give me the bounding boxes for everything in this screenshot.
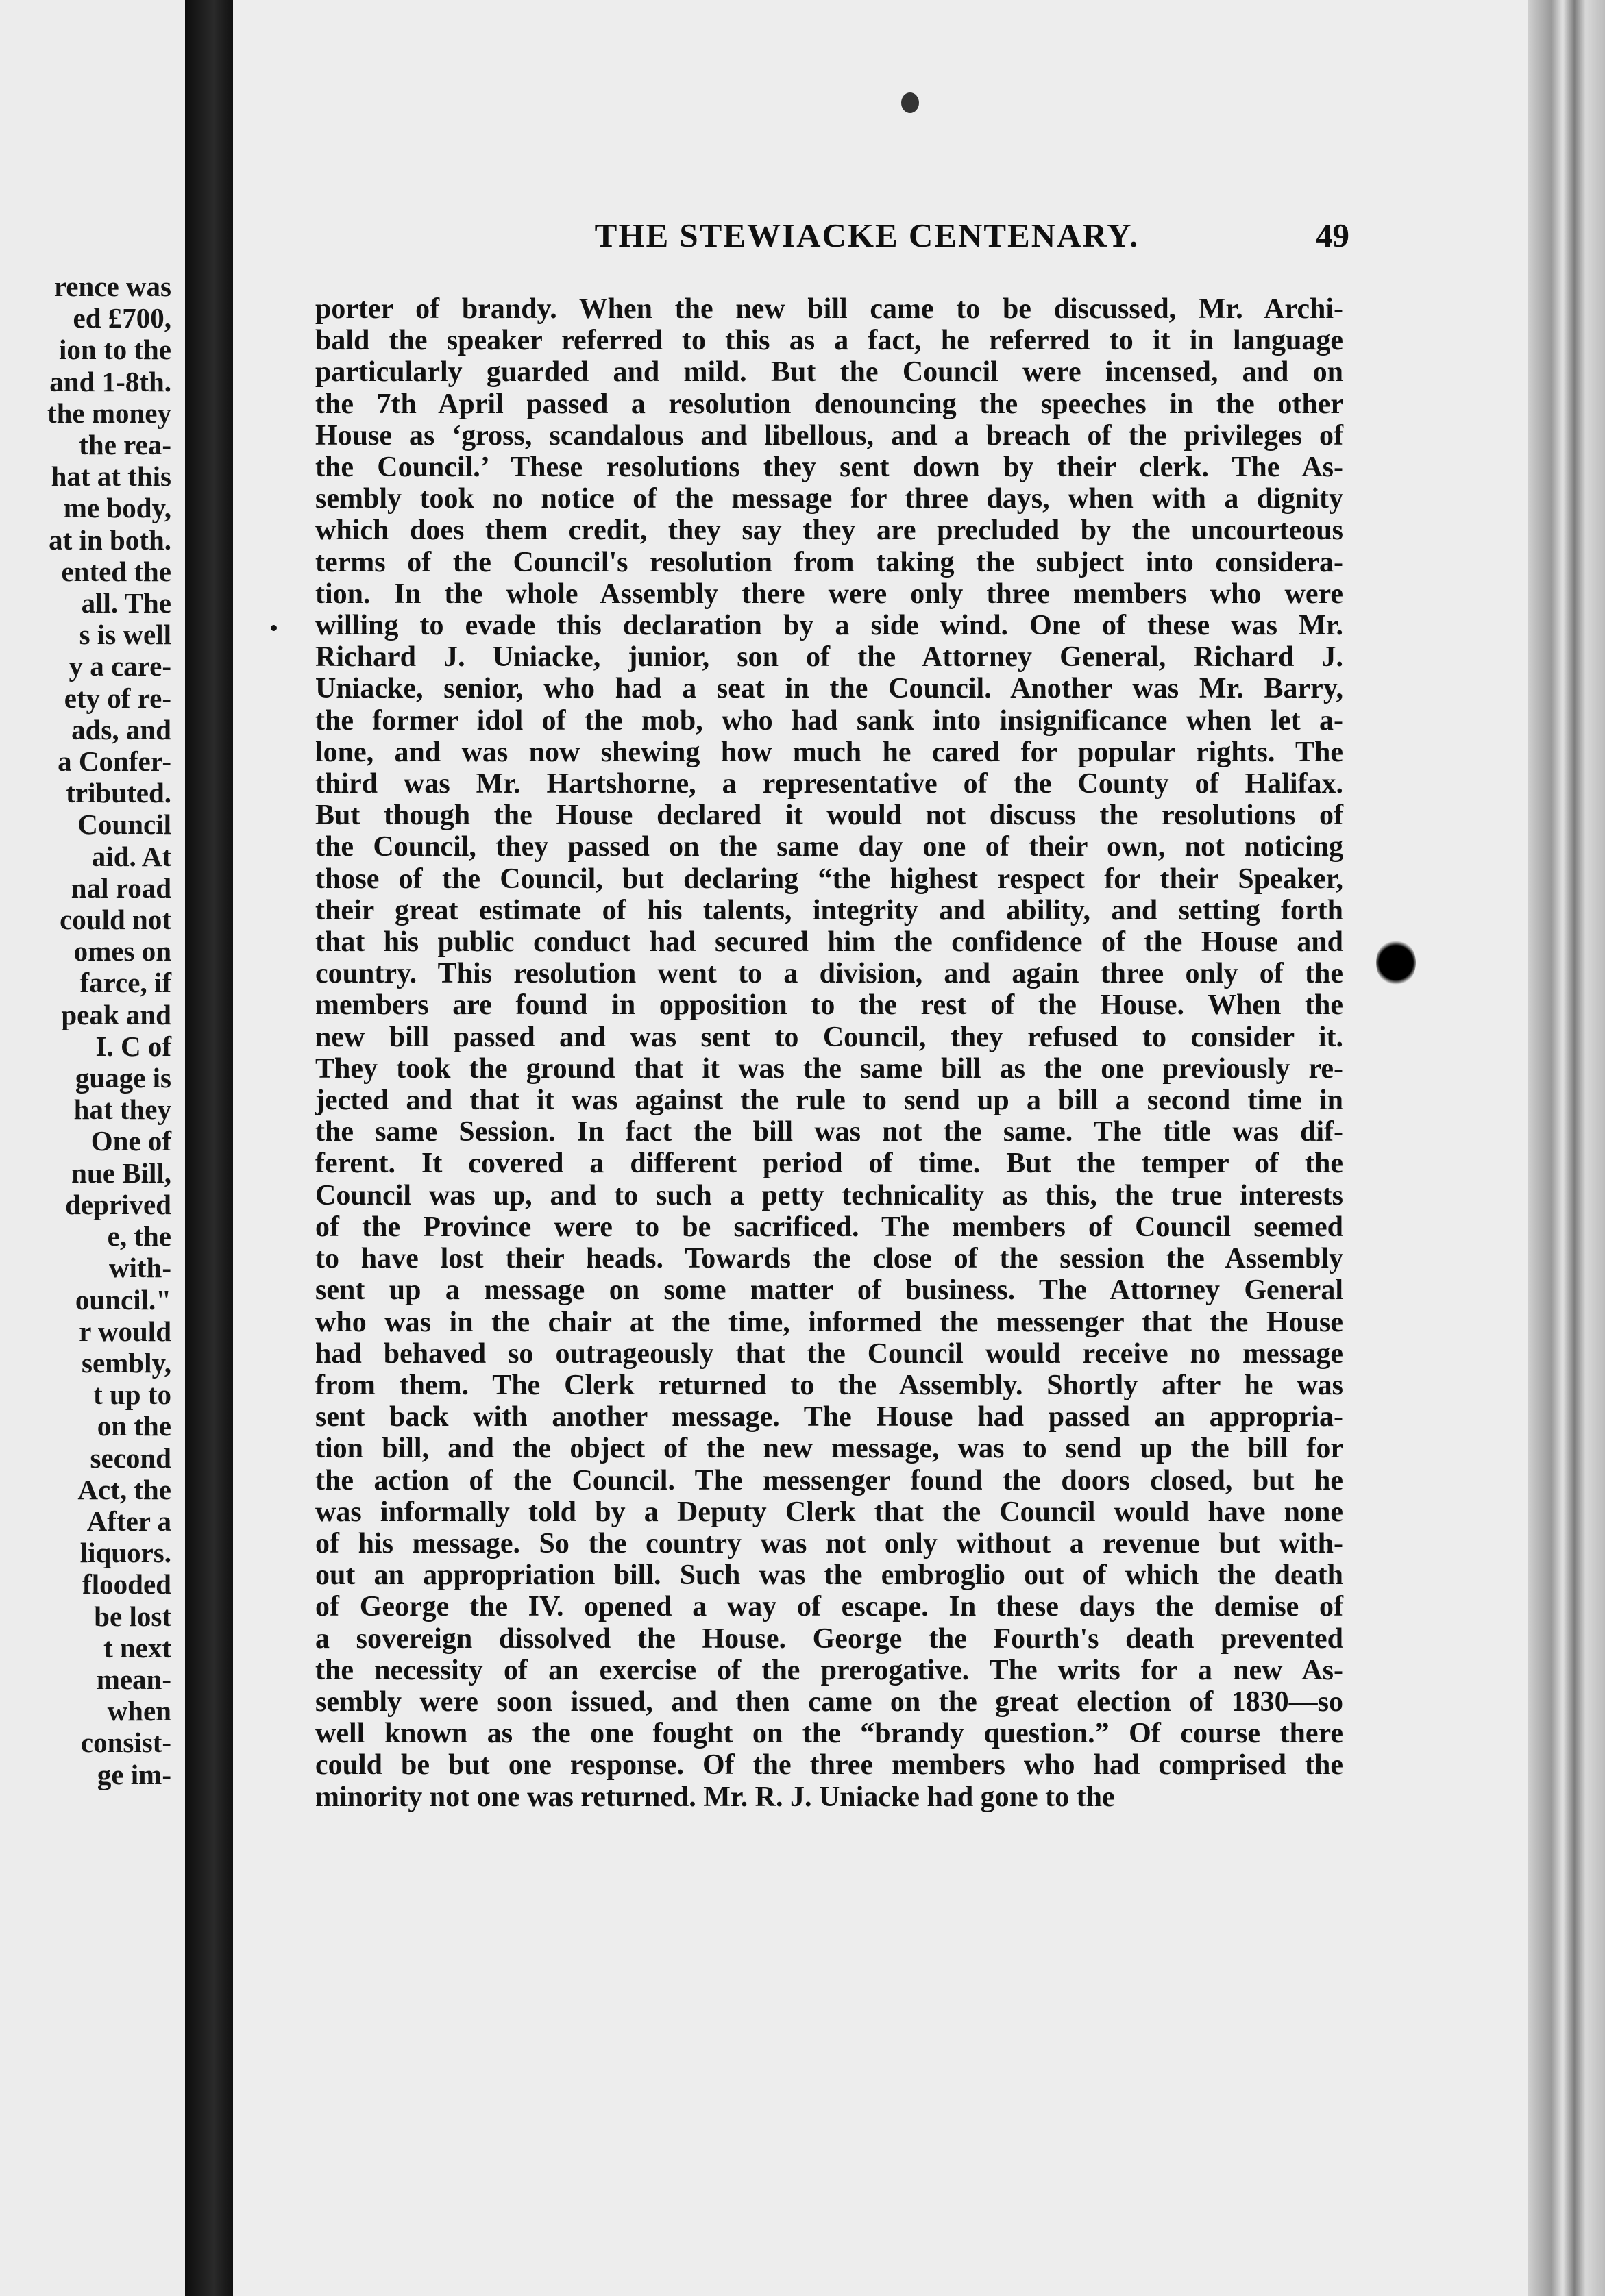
body-line: sembly took no notice of the message for three days, when with a dignity [315,483,1343,515]
left-page-line: ouncil." [75,1283,171,1316]
left-page-line: and 1-8th. [49,365,171,397]
body-line: lone, and was now shewing how much he cared for popular rights. The [315,736,1343,768]
body-line: Council was up, and to such a petty technicality as this, the true interests [315,1179,1343,1211]
body-line: But though the House declared it would not discuss the resolutions of [315,800,1343,832]
body-line: sent back with another message. The House had passed an appropria- [315,1401,1343,1433]
body-line: from them. The Clerk returned to the Assembly. Shortly after he was [315,1369,1343,1401]
body-line: third was Mr. Hartshorne, a representative of the County of Halifax. [315,768,1343,800]
left-page-line: liquors. [79,1537,171,1569]
body-line: that his public conduct had secured him the confidence of the House and [315,926,1343,959]
body-line: new bill passed and was sent to Council, they refused to consider it. [315,1021,1343,1053]
left-page [0,0,185,2296]
ink-speck [271,625,277,631]
ink-speck [901,92,919,113]
body-line: a sovereign dissolved the House. George the Fourth's death prevented [315,1622,1343,1655]
left-page-line: be lost [94,1600,171,1632]
body-line: which does them credit, they say they are precluded by the uncourteous [315,515,1343,547]
body-line: porter of brandy. When the new bill came to be discussed, Mr. Archi- [315,293,1343,325]
left-page-line: ion to the [59,334,171,366]
left-page-text [47,271,171,1790]
body-line: of his message. So the country was not only without a revenue but with- [315,1527,1343,1559]
page-edge [1528,0,1605,2296]
body-line: had behaved so outrageously that the Council would receive no message [315,1337,1343,1370]
body-line: their great estimate of his talents, integrity and ability, and setting forth [315,894,1343,926]
left-page-line: mean- [96,1663,171,1695]
left-page-line: ented the [61,555,171,587]
body-line: those of the Council, but declaring “the highest respect for their Speaker, [315,863,1343,895]
left-page-line: After a [86,1505,171,1537]
body-line: of the Province were to be sacrificed. The members of Council seemed [315,1211,1343,1243]
left-page-line: r would [79,1315,171,1347]
body-line: of George the IV. opened a way of escape. In these days the demise of [315,1591,1343,1623]
left-page-line: hat at this [51,460,171,493]
body-line: to have lost their heads. Towards the close of the session the Assembly [315,1243,1343,1275]
left-page-line: I. C of [95,1030,171,1062]
body-line: the action of the Council. The messenger found the doors closed, but he [315,1464,1343,1496]
left-page-line: the rea- [79,429,171,461]
left-page-line: the money [47,397,171,429]
left-page-line: Act, the [77,1473,171,1505]
left-page-line: t next [103,1631,171,1664]
left-page-line: deprived [65,1188,171,1220]
body-line: the same Session. In fact the bill was not the same. The title was dif- [315,1116,1343,1148]
left-page-line: me body, [63,492,171,524]
left-page-line: a Confer- [58,745,171,778]
left-page-line: s is well [79,619,171,651]
left-page-line: hat they [73,1094,171,1126]
body-line: sent up a message on some matter of business. The Attorney General [315,1274,1343,1307]
left-page-line: e, the [107,1220,171,1252]
body-line: sembly were soon issued, and then came on the great election of 1830—so [315,1686,1343,1718]
ink-blot [1376,939,1416,987]
body-line: Uniacke, senior, who had a seat in the Council. Another was Mr. Barry, [315,673,1343,705]
left-page-line: Council [77,808,171,841]
page-number: 49 [1316,217,1349,254]
left-page-line: with- [108,1252,171,1284]
body-text [315,293,1343,1813]
left-page-line: omes on [73,935,171,967]
left-page-line: tributed. [66,777,171,809]
left-page-line: ads, and [71,713,171,745]
left-page-line: sembly, [82,1346,171,1379]
body-line: They took the ground that it was the same bill as the one previously re- [315,1052,1343,1085]
left-page-line: flooded [82,1568,171,1601]
left-page-line: t up to [93,1379,171,1411]
body-line: could be but one response. Of the three members who had comprised the [315,1749,1343,1781]
body-line: the former idol of the mob, who had sank into insignificance when let a- [315,704,1343,737]
page-header [233,216,1528,264]
left-page-line: guage is [75,1062,171,1094]
body-line: ferent. It covered a different period of time. But the temper of the [315,1148,1343,1180]
main-page [233,0,1528,2296]
book-gutter [185,0,233,2296]
body-line: House as ‘gross, scandalous and libellous, and a breach of the privileges of [315,419,1343,452]
body-line: bald the speaker referred to this as a fact, he referred to it in language [315,325,1343,357]
left-page-line: on the [97,1410,171,1442]
body-line: willing to evade this declaration by a side wind. One of these was Mr. [315,610,1343,642]
body-line: jected and that it was against the rule to send up a bill a second time in [315,1085,1343,1117]
body-line: particularly guarded and mild. But the Council were incensed, and on [315,356,1343,388]
left-page-line: nue Bill, [71,1157,171,1189]
left-page-line: at in both. [49,523,171,556]
left-page-line: farce, if [79,967,171,999]
left-page-line: nal road [71,872,171,904]
left-page-line: when [107,1695,171,1727]
body-line: terms of the Council's resolution from taking the subject into considera- [315,546,1343,578]
body-line: was informally told by a Deputy Clerk that the Council would have none [315,1496,1343,1528]
body-line: out an appropriation bill. Such was the embroglio out of which the death [315,1559,1343,1592]
left-page-line: rence was [53,271,171,302]
body-line: minority not one was returned. Mr. R. J. Uniacke had gone to the [315,1781,1115,1813]
body-line: who was in the chair at the time, informed the messenger that the House [315,1306,1343,1338]
body-line: the necessity of an exercise of the prerogative. The writs for a new As- [315,1654,1343,1686]
running-title: THE STEWIACKE CENTENARY. [594,217,1140,254]
left-page-line: all. The [81,587,171,619]
left-page-line: ge im- [97,1758,171,1790]
left-page-line: y a care- [69,650,171,682]
left-page-line: consist- [80,1727,171,1759]
body-line: well known as the one fought on the “brandy question.” Of course there [315,1718,1343,1750]
left-page-line: One of [90,1125,171,1157]
left-page-line: aid. At [91,840,171,872]
left-page-line: peak and [61,998,171,1030]
body-line: country. This resolution went to a division, and again three only of the [315,958,1343,990]
left-page-line: second [90,1442,171,1474]
body-line: Richard J. Uniacke, junior, son of the Attorney General, Richard J. [315,641,1343,674]
left-page-line: could not [60,904,171,936]
body-line: the Council.’ These resolutions they sent down by their clerk. The As- [315,452,1343,484]
left-page-line: ed £700, [73,302,171,334]
left-page-line: ety of re- [64,682,171,714]
body-line: members are found in opposition to the rest of the House. When the [315,989,1343,1022]
body-line: tion. In the whole Assembly there were only three members who were [315,578,1343,610]
body-line: tion bill, and the object of the new message, was to send up the bill for [315,1433,1343,1465]
body-line: the 7th April passed a resolution denouncing the speeches in the other [315,388,1343,420]
body-line: the Council, they passed on the same day one of their own, not noticing [315,831,1343,863]
